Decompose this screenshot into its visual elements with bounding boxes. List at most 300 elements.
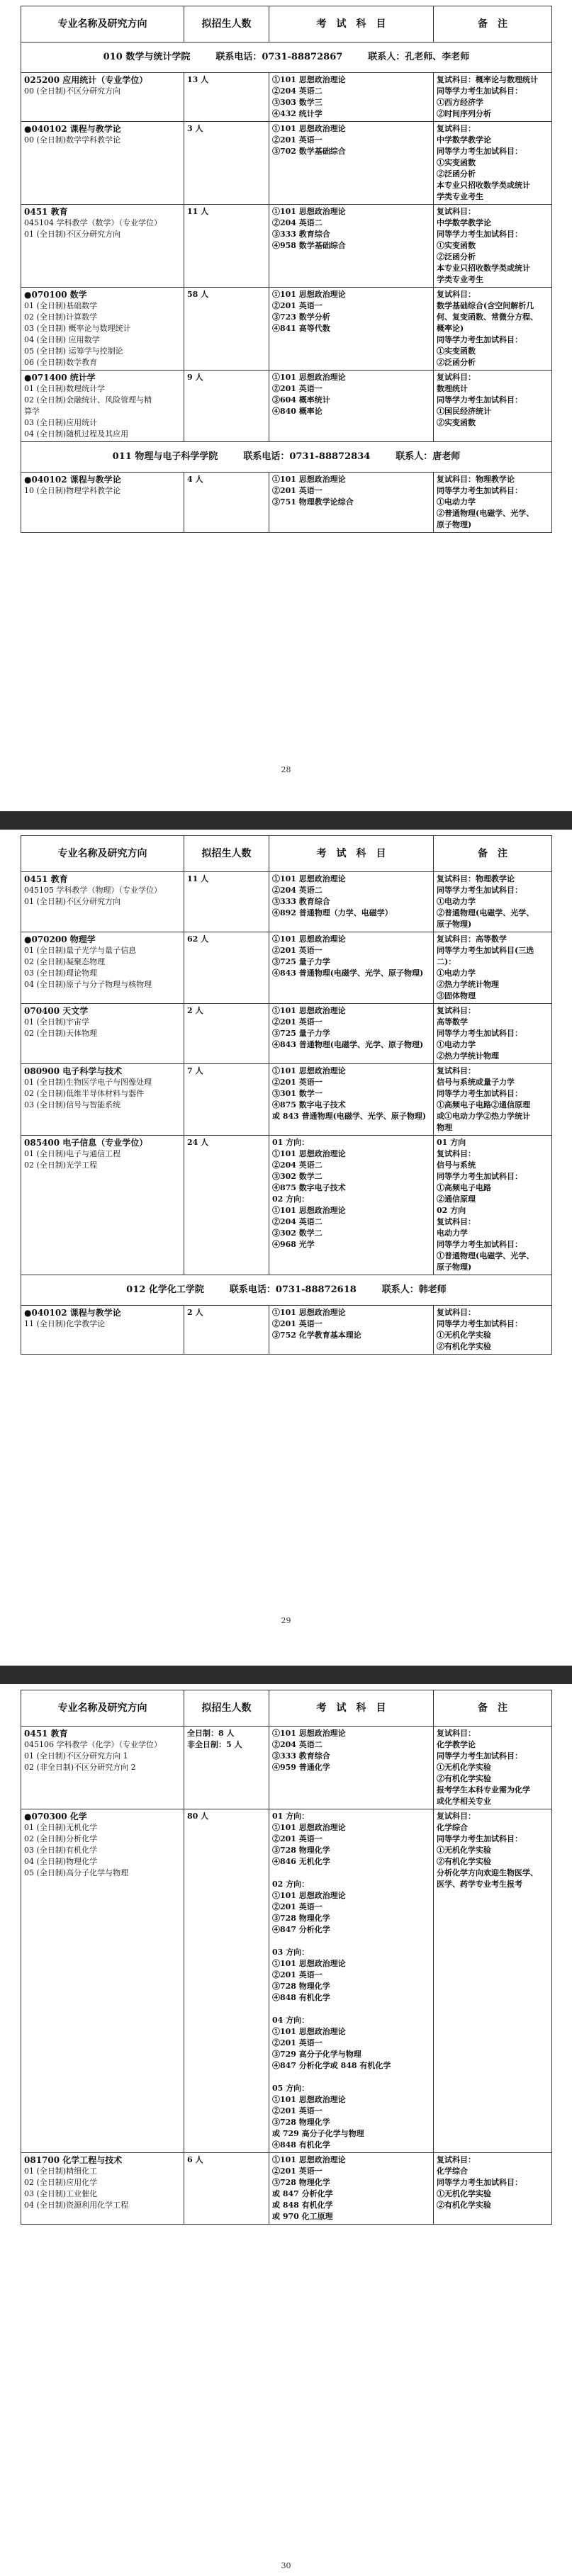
major-line: 02 (全日制)天体物理 [24, 1029, 98, 1038]
subject-line: ③728 物理化学 [272, 2118, 330, 2127]
subject-line: ③723 数学分析 [272, 312, 330, 322]
column-header: 拟招生人数 [184, 6, 269, 43]
note-line: ②普通物理(电磁学、光学、 [437, 908, 534, 917]
subject-line: ②201 英语一 [272, 1902, 323, 1911]
page-number: 30 [281, 2561, 291, 2570]
subject-line: ②204 英语二 [272, 1160, 323, 1170]
subject-line: ②201 英语一 [272, 301, 323, 310]
subject-line: ②204 英语二 [272, 218, 323, 227]
note-line: 本专业只招收数学类或统计 [437, 181, 530, 190]
subject-line: ④958 数学基础综合 [272, 241, 346, 250]
subject-line: ②204 英语二 [272, 886, 323, 895]
major-line: 01 (全日制)量子光学与量子信息 [24, 946, 137, 955]
column-header: 拟招生人数 [184, 836, 269, 872]
subjects-cell [269, 122, 434, 205]
major-line: 03 (全日制)理论物理 [24, 968, 98, 978]
note-line: ①无机化学实验 [437, 1846, 491, 1855]
subject-line: ①101 思想政治理论 [272, 1308, 346, 1317]
subjects-cell [269, 371, 434, 442]
subject-line: ②201 英语一 [272, 2038, 323, 2047]
subject-line: ①101 思想政治理论 [272, 475, 346, 484]
major-line: ●040102 课程与教学论 [24, 475, 121, 485]
subjects-cell [269, 1306, 434, 1355]
major-line: 02 (非全日制)不区分研究方向 2 [24, 1763, 136, 1772]
note-line: ②泛函分析 [437, 252, 476, 261]
page-separator [0, 811, 572, 830]
major-cell [21, 1727, 184, 1809]
subject-line: ④847 分析化学或 848 有机化学 [272, 2061, 391, 2070]
major-line: 0451 教育 [24, 207, 68, 217]
note-line: 复试科目： [437, 207, 476, 216]
subject-line: ②201 英语一 [272, 1017, 323, 1027]
major-cell [21, 1136, 184, 1275]
subject-line: 或 970 化工原理 [272, 2212, 333, 2221]
subjects-cell [269, 1004, 434, 1064]
note-line: ②有机化学实验 [437, 2201, 491, 2210]
count-cell: 全日制：8 人 非全日制：5 人 [184, 1727, 269, 1809]
note-line: 中学数学教学论 [437, 135, 491, 145]
page-29 [0, 830, 572, 1666]
table-row [21, 122, 552, 205]
department-row [21, 1275, 552, 1306]
table-row [21, 1004, 552, 1064]
note-line: ②有机化学实验 [437, 1774, 491, 1783]
note-line: 同等学力考生加试科目： [437, 1172, 522, 1181]
note-line: ①无机化学实验 [437, 2189, 491, 2198]
count-cell: 2 人 [184, 1004, 269, 1064]
table-row [21, 1306, 552, 1355]
subject-line: ③728 物理化学 [272, 2178, 330, 2187]
note-line: ①普通物理(电磁学、光学、 [437, 1251, 534, 1260]
subject-line: ②201 英语一 [272, 2106, 323, 2115]
major-line: 045104 学科教学（数学）（专业学位） [24, 218, 162, 227]
subject-line: ③301 数学一 [272, 1089, 323, 1098]
note-line: 信号与系统 [437, 1160, 476, 1170]
note-line: 何、复变函数、常微分方程、 [437, 312, 538, 322]
table-row [21, 1064, 552, 1136]
major-line: 02 (全日制)低维半导体材料与器件 [24, 1089, 145, 1098]
note-line: 同等学力考生加试科目： [437, 335, 522, 344]
note-line: 化学综合 [437, 2167, 468, 2176]
note-line: 复试科目： [437, 1149, 476, 1158]
subject-line: ①101 思想政治理论 [272, 934, 346, 944]
major-cell [21, 1064, 184, 1136]
note-line: ②实变函数 [437, 418, 476, 427]
major-line: 081700 化学工程与技术 [24, 2155, 123, 2165]
column-header: 考 试 科 目 [269, 1690, 434, 1727]
major-cell [21, 122, 184, 205]
page-number: 28 [281, 765, 291, 774]
note-line: 同等学力考生加试科目： [437, 86, 522, 96]
subjects-cell [269, 1809, 434, 2153]
table-row [21, 288, 552, 371]
major-line: 01 (全日制)不区分研究方向 [24, 897, 121, 906]
major-line: 045106 学科教学（化学）（专业学位） [24, 1740, 162, 1749]
notes-cell [434, 872, 552, 932]
subject-line: ①101 思想政治理论 [272, 874, 346, 883]
header-row [21, 836, 552, 872]
major-line: 070400 天文学 [24, 1006, 89, 1016]
subject-line: ①101 思想政治理论 [272, 207, 346, 216]
notes-cell [434, 122, 552, 205]
note-line: 复试科目： [437, 1006, 476, 1015]
note-line: ①高频电子电路②通信原理 [437, 1100, 530, 1109]
subject-line: ④841 高等代数 [272, 324, 330, 333]
subject-line [272, 1936, 430, 1947]
note-line: 原子物理) [437, 920, 472, 929]
subject-line: 05 方向： [272, 2084, 310, 2093]
notes-cell [434, 1727, 552, 1809]
notes-cell [434, 1004, 552, 1064]
major-line: 04 (全日制)随机过程及其应用 [24, 429, 129, 439]
subject-line: ④959 普通化学 [272, 1763, 330, 1772]
major-line: 06 (全日制)数学教育 [24, 358, 98, 367]
subject-line: ①101 思想政治理论 [272, 373, 346, 382]
major-cell [21, 932, 184, 1004]
note-line: ①电动力学 [437, 897, 476, 906]
department-phone: 联系电话：0731-88872867 [215, 52, 343, 62]
major-line: 01 (全日制)电子与通信工程 [24, 1149, 121, 1158]
major-line: 01 (全日制)数理统计学 [24, 384, 106, 393]
note-line: ②通信原理 [437, 1194, 476, 1204]
major-line: 03 (全日制) 概率论与数理统计 [24, 324, 131, 333]
admissions-table [21, 6, 552, 533]
department-phone: 联系电话：0731-88872618 [229, 1284, 357, 1295]
subject-line [272, 2004, 430, 2015]
subject-line: ①101 思想政治理论 [272, 1206, 346, 1215]
subject-line: ④875 数字电子技术 [272, 1183, 346, 1192]
notes-cell [434, 1064, 552, 1136]
page-28 [0, 0, 572, 811]
count-cell: 6 人 [184, 2153, 269, 2225]
notes-cell [434, 932, 552, 1004]
subject-line: 01 方向： [272, 1138, 310, 1147]
major-cell [21, 2153, 184, 2225]
column-header: 拟招生人数 [184, 1690, 269, 1727]
major-cell [21, 73, 184, 122]
note-line: ②有机化学实验 [437, 1342, 491, 1351]
note-line: 同等学力考生加试科目： [437, 395, 522, 405]
note-line: 或①电动力学②热力学统计 [437, 1112, 530, 1121]
department-name: 010 数学与统计学院 [103, 52, 191, 62]
major-line: 045105 学科教学（物理）（专业学位） [24, 886, 162, 895]
subject-line: ③303 数学三 [272, 98, 323, 107]
admissions-table [21, 1690, 552, 2225]
note-line: 同等学力考生加试科目： [437, 486, 522, 495]
note-line: 复试科目： [437, 1217, 476, 1226]
note-line: ①西方经济学 [437, 98, 483, 107]
subject-line: ②201 英语一 [272, 486, 323, 495]
note-line: 高等数学 [437, 1017, 468, 1027]
department-phone: 联系电话：0731-88872834 [243, 451, 371, 462]
note-line: ①无机化学实验 [437, 1331, 491, 1340]
note-line: 复试科目： [437, 1066, 476, 1075]
subject-line: ①101 思想政治理论 [272, 2027, 346, 2036]
subject-line: ③728 物理化学 [272, 1914, 330, 1923]
note-line: 本专业只招收数学类或统计 [437, 264, 530, 273]
major-line: 02 (全日制)计算数学 [24, 312, 98, 322]
major-cell [21, 1306, 184, 1355]
note-line: ①电动力学 [437, 968, 476, 978]
note-line: 物理 [437, 1123, 452, 1132]
subject-line: ③333 教育综合 [272, 1751, 330, 1761]
note-line: ②泛函分析 [437, 169, 476, 179]
count-cell: 9 人 [184, 371, 269, 442]
subject-line: ③728 物理化学 [272, 1846, 330, 1855]
table-row [21, 371, 552, 442]
table-row [21, 473, 552, 533]
subject-line: ①101 思想政治理论 [272, 124, 346, 133]
note-line: 同等学力考生加试科目： [437, 147, 522, 156]
note-line: 复试科目：物理教学论 [437, 874, 515, 883]
note-line: 报考学生本科专业需为化学 [437, 1785, 530, 1795]
major-line: 05 (全日制) 运筹学与控制论 [24, 346, 123, 356]
major-line: 11 (全日制)化学教学论 [24, 1319, 106, 1328]
count-cell: 80 人 [184, 1809, 269, 2153]
major-cell [21, 371, 184, 442]
page-30 [0, 1684, 572, 2576]
header-row [21, 6, 552, 43]
table-row [21, 73, 552, 122]
note-line: 同等学力考生加试科目： [437, 1029, 522, 1038]
note-line: 学类专业考生 [437, 275, 483, 284]
note-line: 复试科目：高等数学 [437, 934, 507, 944]
subject-line: ②201 英语一 [272, 1970, 323, 1979]
subject-line: ③702 数学基础综合 [272, 147, 346, 156]
major-cell [21, 1809, 184, 2153]
department-contact: 联系人：唐老师 [396, 451, 461, 462]
subject-line: 04 方向： [272, 2016, 310, 2025]
major-cell [21, 1004, 184, 1064]
major-line: 02 (全日制)应用化学 [24, 2178, 98, 2187]
table-row [21, 1727, 552, 1809]
note-line: ①实变函数 [437, 346, 476, 356]
count-cell: 11 人 [184, 872, 269, 932]
subject-line: ④843 普通物理(电磁学、光学、原子物理) [272, 1040, 424, 1049]
subject-line: ①101 思想政治理论 [272, 1729, 346, 1738]
major-line: ●040102 课程与教学论 [24, 1308, 121, 1318]
subject-line: ③302 数学二 [272, 1172, 323, 1181]
subjects-cell [269, 205, 434, 288]
subject-line: ③604 概率统计 [272, 395, 330, 405]
major-line: 01 (全日制)不区分研究方向 1 [24, 1751, 128, 1761]
subjects-cell [269, 473, 434, 533]
page-number: 29 [281, 1616, 291, 1625]
subject-line: ①101 思想政治理论 [272, 75, 346, 84]
note-line: 原子物理) [437, 1262, 472, 1272]
note-line: ①实变函数 [437, 158, 476, 167]
major-line: 01 (全日制)宇宙学 [24, 1017, 90, 1027]
note-line: 02 方向 [437, 1206, 466, 1215]
note-line: 原子物理) [437, 520, 472, 529]
note-line: 同等学力考生加试科目： [437, 1089, 522, 1098]
subject-line: ④847 分析化学 [272, 1925, 330, 1934]
count-cell: 62 人 [184, 932, 269, 1004]
subject-line: ②201 英语一 [272, 384, 323, 393]
subject-line: ③302 数学二 [272, 1228, 323, 1238]
table-row [21, 2153, 552, 2225]
major-line: 05 (全日制)高分子化学与物理 [24, 1868, 129, 1877]
note-line: 信号与系统或量子力学 [437, 1078, 515, 1087]
note-line: ②时间序列分析 [437, 109, 491, 118]
subjects-cell [269, 1136, 434, 1275]
subject-line: ③725 量子力学 [272, 1029, 330, 1038]
major-line: 0451 教育 [24, 1729, 68, 1739]
column-header: 备 注 [434, 6, 552, 43]
notes-cell [434, 1136, 552, 1275]
subject-line [272, 1868, 430, 1879]
department-row [21, 442, 552, 473]
department-name: 011 物理与电子科学学院 [112, 451, 218, 462]
notes-cell [434, 371, 552, 442]
subject-line: ①101 思想政治理论 [272, 1959, 346, 1968]
notes-cell [434, 1306, 552, 1355]
subject-line: ①101 思想政治理论 [272, 1823, 346, 1832]
note-line: ②热力学统计物理 [437, 980, 499, 989]
major-line: 03 (全日制)信号与智能系统 [24, 1100, 121, 1109]
major-line: 02 (全日制)分析化学 [24, 1834, 98, 1843]
subject-line: ①101 思想政治理论 [272, 1006, 346, 1015]
subject-line: ③729 高分子化学与物理 [272, 2050, 361, 2059]
subject-line: 02 方向： [272, 1194, 310, 1204]
major-line: 04 (全日制)资源利用化学工程 [24, 2201, 129, 2210]
subject-line: ②204 英语二 [272, 1740, 323, 1749]
subject-line: ④846 无机化学 [272, 1857, 330, 1866]
note-line: 或化学相关专业 [437, 1797, 491, 1806]
note-line: 数理统计 [437, 384, 468, 393]
major-line: 03 (全日制)应用统计 [24, 418, 98, 427]
note-line: 电动力学 [437, 1228, 468, 1238]
major-line: 算学 [24, 407, 40, 416]
subject-line: 或 848 有机化学 [272, 2201, 333, 2210]
subject-line: ④892 普通物理（力学、电磁学） [272, 908, 393, 917]
major-line: 01 (全日制)精细化工 [24, 2167, 98, 2176]
notes-cell [434, 473, 552, 533]
subjects-cell [269, 932, 434, 1004]
subject-line: ④848 有机化学 [272, 1993, 330, 2002]
note-line: 学类专业考生 [437, 192, 483, 201]
major-line: 04 (全日制)原子与分子物理与核物理 [24, 980, 152, 989]
admissions-table [21, 835, 552, 1355]
major-cell [21, 288, 184, 371]
major-line: ●070100 数学 [24, 290, 87, 300]
major-line: 03 (全日制)有机化学 [24, 1846, 98, 1855]
major-line: 03 (全日制)工业催化 [24, 2189, 98, 2198]
subject-line: ③725 量子力学 [272, 957, 330, 966]
count-cell: 3 人 [184, 122, 269, 205]
subject-line: 或 729 高分子化学与物理 [272, 2129, 364, 2138]
subjects-cell [269, 73, 434, 122]
note-line: 化学综合 [437, 1823, 468, 1832]
note-line: ②有机化学实验 [437, 1857, 491, 1866]
count-cell: 7 人 [184, 1064, 269, 1136]
notes-cell [434, 288, 552, 371]
department-row [21, 43, 552, 73]
column-header: 备 注 [434, 1690, 552, 1727]
department-header [21, 442, 552, 473]
major-line: 00 (全日制)数学学科教学论 [24, 135, 121, 145]
note-line: 医学、药学专业考生报考 [437, 1880, 522, 1889]
major-line: 01 (全日制)基础数学 [24, 301, 98, 310]
major-line: 01 (全日制)无机化学 [24, 1823, 98, 1832]
subject-line: 01 方向： [272, 1812, 310, 1821]
major-line: 04 (全日制) 应用数学 [24, 335, 100, 344]
major-line: 080900 电子科学与技术 [24, 1066, 123, 1076]
column-header: 考 试 科 目 [269, 6, 434, 43]
major-line: 085400 电子信息（专业学位） [24, 1138, 148, 1148]
note-line: 复试科目：概率论与数理统计 [437, 75, 538, 84]
major-line: 10 (全日制)物理学科教学论 [24, 486, 121, 495]
note-line: 中学数学教学论 [437, 218, 491, 227]
note-line: 化学教学论 [437, 1740, 476, 1749]
note-line: ③固体物理 [437, 991, 476, 1000]
note-line: ①无机化学实验 [437, 1763, 491, 1772]
major-line: ●071400 统计学 [24, 373, 96, 383]
column-header: 考 试 科 目 [269, 836, 434, 872]
subject-line: ①101 思想政治理论 [272, 290, 346, 299]
subject-line: ④848 有机化学 [272, 2140, 330, 2150]
notes-cell [434, 1809, 552, 2153]
department-contact: 联系人：孔老师、李老师 [368, 52, 470, 62]
note-line: 二)： [437, 957, 456, 966]
subject-line: ③333 教育综合 [272, 230, 330, 239]
count-cell: 4 人 [184, 473, 269, 533]
note-line: ①国民经济统计 [437, 407, 491, 416]
major-cell [21, 872, 184, 932]
major-line: 02 (全日制)金融统计、风险管理与精 [24, 395, 152, 405]
subject-line: ④432 统计学 [272, 109, 323, 118]
major-line: 04 (全日制)物理化学 [24, 1857, 98, 1866]
note-line: 同等学力考生加试科目： [437, 886, 522, 895]
subject-line: ④875 数字电子技术 [272, 1100, 346, 1109]
table-row [21, 872, 552, 932]
note-line: 复试科目： [437, 124, 476, 133]
subject-line: ③728 物理化学 [272, 1982, 330, 1991]
table-row [21, 1809, 552, 2153]
note-line: 同等学力考生加试科目： [437, 1319, 522, 1328]
note-line: 同等学力考生加试科目： [437, 230, 522, 239]
subject-line [272, 2072, 430, 2083]
subject-line: ④968 光学 [272, 1240, 315, 1249]
note-line: 复试科目： [437, 2155, 476, 2164]
notes-cell [434, 73, 552, 122]
major-line: ●040102 课程与教学论 [24, 124, 121, 134]
note-line: 01 方向 [437, 1138, 466, 1147]
note-line: ①实变函数 [437, 241, 476, 250]
header-row [21, 1690, 552, 1727]
count-cell: 13 人 [184, 73, 269, 122]
subject-line: ②201 英语一 [272, 1834, 323, 1843]
subjects-cell [269, 872, 434, 932]
subject-line: 03 方向： [272, 1948, 310, 1957]
table-row [21, 932, 552, 1004]
major-line: 0451 教育 [24, 874, 68, 884]
column-header: 专业名称及研究方向 [21, 6, 184, 43]
note-line: 同等学力考生加试科目： [437, 1240, 522, 1249]
subject-line: ①101 思想政治理论 [272, 1149, 346, 1158]
column-header: 备 注 [434, 836, 552, 872]
subject-line: ②204 英语二 [272, 86, 323, 96]
subject-line: ③752 化学教育基本理论 [272, 1331, 361, 1340]
subject-line: ②201 英语一 [272, 946, 323, 955]
major-line: 01 (全日制)不区分研究方向 [24, 230, 121, 239]
count-cell: 2 人 [184, 1306, 269, 1355]
major-line: ●070200 物理学 [24, 934, 96, 944]
subject-line: ②201 英语一 [272, 1078, 323, 1087]
subjects-cell [269, 1064, 434, 1136]
note-line: ①高频电子电路 [437, 1183, 491, 1192]
subject-line: 02 方向： [272, 1880, 310, 1889]
